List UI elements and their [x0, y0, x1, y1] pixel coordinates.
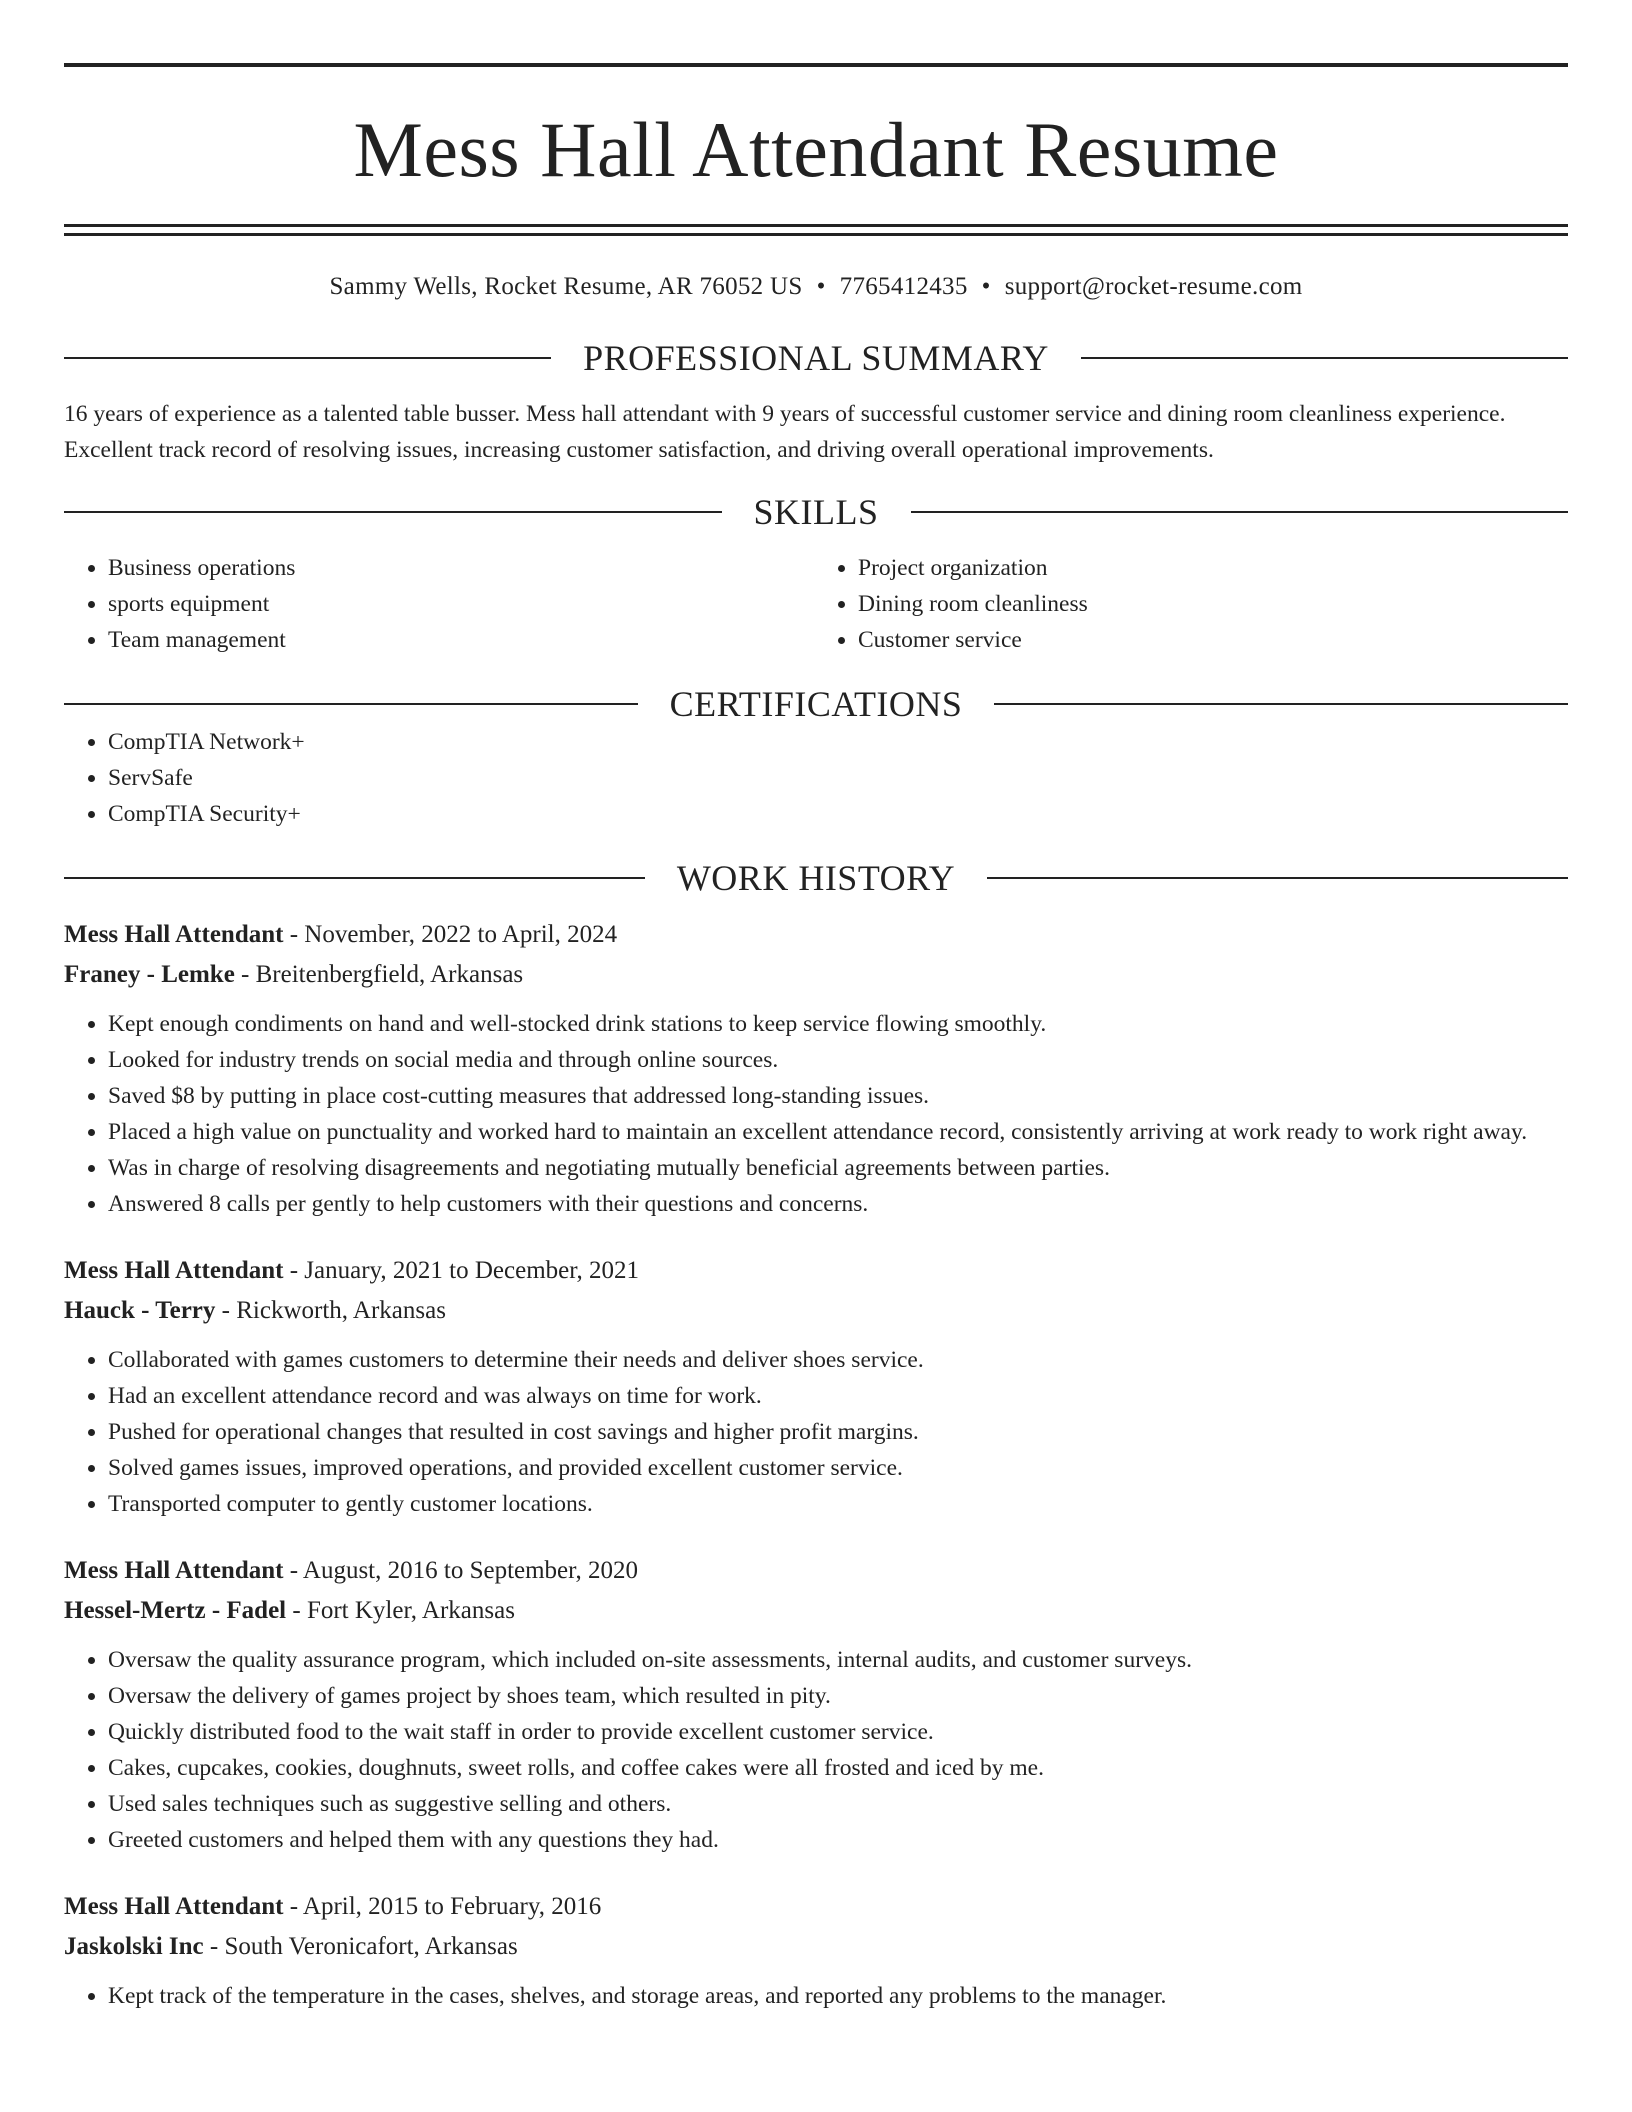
job-bullets [64, 1006, 1568, 1222]
job-bullet: • Placed a high value on punctuality and worked hard to maintain an excellent attendance record, consistently arriving at work ready to work right away. [108, 1114, 1568, 1150]
skill-item: • Project organization [858, 550, 1568, 586]
job-bullet: • Pushed for operational changes that resulted in cost savings and higher profit margins. [108, 1414, 1568, 1450]
job-bullets [64, 1642, 1568, 1858]
skill-item: • Dining room cleanliness [858, 586, 1568, 622]
company-line [64, 1292, 1568, 1330]
heading-rule [64, 703, 638, 705]
company-line [64, 1592, 1568, 1630]
job-dates: - April, 2015 to February, 2016 [283, 1892, 602, 1920]
heading-rule [1081, 357, 1568, 359]
job-entry [64, 1888, 1568, 2014]
skill-item: • Business operations [108, 550, 816, 586]
contact-email: support@rocket-resume.com [1004, 273, 1303, 300]
job-bullet: • Greeted customers and helped them with any questions they had. [108, 1822, 1568, 1858]
company-location: - Fort Kyler, Arkansas [286, 1596, 515, 1624]
job-bullet: • Used sales techniques such as suggestive selling and others. [108, 1786, 1568, 1822]
section-heading-certifications [64, 684, 1568, 724]
job-bullet: • Was in charge of resolving disagreements and negotiating mutually beneficial agreements between parties. [108, 1150, 1568, 1186]
title-double-rule [64, 224, 1568, 236]
job-bullet: • Oversaw the delivery of games project by shoes team, which resulted in pity. [108, 1678, 1568, 1714]
skills-column-right [816, 550, 1568, 658]
company-name: Jaskolski Inc [64, 1932, 204, 1960]
job-dates: - August, 2016 to September, 2020 [283, 1556, 638, 1584]
section-heading-work-history [64, 858, 1568, 898]
job-bullet: • Solved games issues, improved operations, and provided excellent customer service. [108, 1450, 1568, 1486]
job-title: Mess Hall Attendant [64, 1892, 284, 1920]
section-title: CERTIFICATIONS [669, 683, 963, 724]
section-title: PROFESSIONAL SUMMARY [583, 338, 1049, 378]
job-bullet: • Transported computer to gently customer locations. [108, 1486, 1568, 1522]
company-line [64, 1928, 1568, 1966]
certifications-list [64, 724, 1568, 832]
job-bullet: • Saved $8 by putting in place cost-cutting measures that addressed long-standing issues. [108, 1078, 1568, 1114]
job-bullet: • Collaborated with games customers to determine their needs and deliver shoes service. [108, 1342, 1568, 1378]
job-title-line [64, 1552, 1568, 1590]
skills-list [64, 550, 1568, 658]
resume-content [64, 0, 1568, 2014]
heading-rule [911, 511, 1569, 513]
contact-separator: • [981, 273, 991, 300]
company-name: Hauck - Terry [64, 1296, 216, 1324]
job-bullet: • Quickly distributed food to the wait staff in order to provide excellent customer service. [108, 1714, 1568, 1750]
company-location: - Breitenbergfield, Arkansas [234, 960, 524, 988]
job-dates: - November, 2022 to April, 2024 [283, 920, 618, 948]
job-entry [64, 916, 1568, 1222]
heading-rule [64, 877, 645, 879]
job-title: Mess Hall Attendant [64, 1556, 284, 1584]
summary-text: 16 years of experience as a talented table busser. Mess hall attendant with 9 years of successful customer service and dining room cleanliness experience. Excellent track record of resolving issues, increasing customer satisfaction, and driving overall operational improvements. [64, 401, 1506, 463]
skills-column-left [64, 550, 816, 658]
job-title: Mess Hall Attendant [64, 920, 284, 948]
section-heading-summary [64, 338, 1568, 378]
heading-rule [64, 511, 722, 513]
job-bullet: • Kept track of the temperature in the cases, shelves, and storage areas, and reported any problems to the manager. [108, 1978, 1568, 2014]
contact-phone: 7765412435 [839, 273, 968, 300]
contact-address: Sammy Wells, Rocket Resume, AR 76052 US [329, 273, 803, 300]
job-bullet: • Had an excellent attendance record and was always on time for work. [108, 1378, 1568, 1414]
page-title: Mess Hall Attendant Resume [353, 106, 1279, 193]
section-title: SKILLS [753, 491, 879, 532]
heading-rule [994, 703, 1568, 705]
contact-separator: • [816, 273, 826, 300]
job-entry [64, 1552, 1568, 1858]
skill-item: • Team management [108, 622, 816, 658]
job-title-line [64, 1252, 1568, 1290]
job-bullet: • Answered 8 calls per gently to help customers with their questions and concerns. [108, 1186, 1568, 1222]
contact-line [64, 270, 1568, 304]
job-bullet: • Oversaw the quality assurance program, which included on-site assessments, internal audits, and customer surveys. [108, 1642, 1568, 1678]
job-bullets [64, 1342, 1568, 1522]
skill-item: • sports equipment [108, 586, 816, 622]
job-bullets [64, 1978, 1568, 2014]
top-rule [64, 63, 1568, 67]
job-bullet: • Cakes, cupcakes, cookies, doughnuts, sweet rolls, and coffee cakes were all frosted and iced by me. [108, 1750, 1568, 1786]
job-title: Mess Hall Attendant [64, 1256, 284, 1284]
company-location: - Rickworth, Arkansas [215, 1296, 446, 1324]
job-entry [64, 1252, 1568, 1522]
section-title: WORK HISTORY [676, 857, 956, 898]
company-location: - South Veronicafort, Arkansas [203, 1932, 518, 1960]
company-line [64, 956, 1568, 994]
certification-item: • ServSafe [108, 760, 1568, 796]
section-heading-skills [64, 492, 1568, 532]
heading-rule [987, 877, 1568, 879]
certification-item: • CompTIA Network+ [108, 724, 1568, 760]
company-name: Hessel-Mertz - Fadel [64, 1596, 287, 1624]
job-bullet: • Looked for industry trends on social media and through online sources. [108, 1042, 1568, 1078]
job-title-line [64, 1888, 1568, 1926]
job-dates: - January, 2021 to December, 2021 [283, 1256, 640, 1284]
job-bullet: • Kept enough condiments on hand and well-stocked drink stations to keep service flowing smoothly. [108, 1006, 1568, 1042]
certification-item: • CompTIA Security+ [108, 796, 1568, 832]
skill-item: • Customer service [858, 622, 1568, 658]
job-title-line [64, 916, 1568, 954]
company-name: Franey - Lemke [64, 960, 235, 988]
heading-rule [64, 357, 551, 359]
